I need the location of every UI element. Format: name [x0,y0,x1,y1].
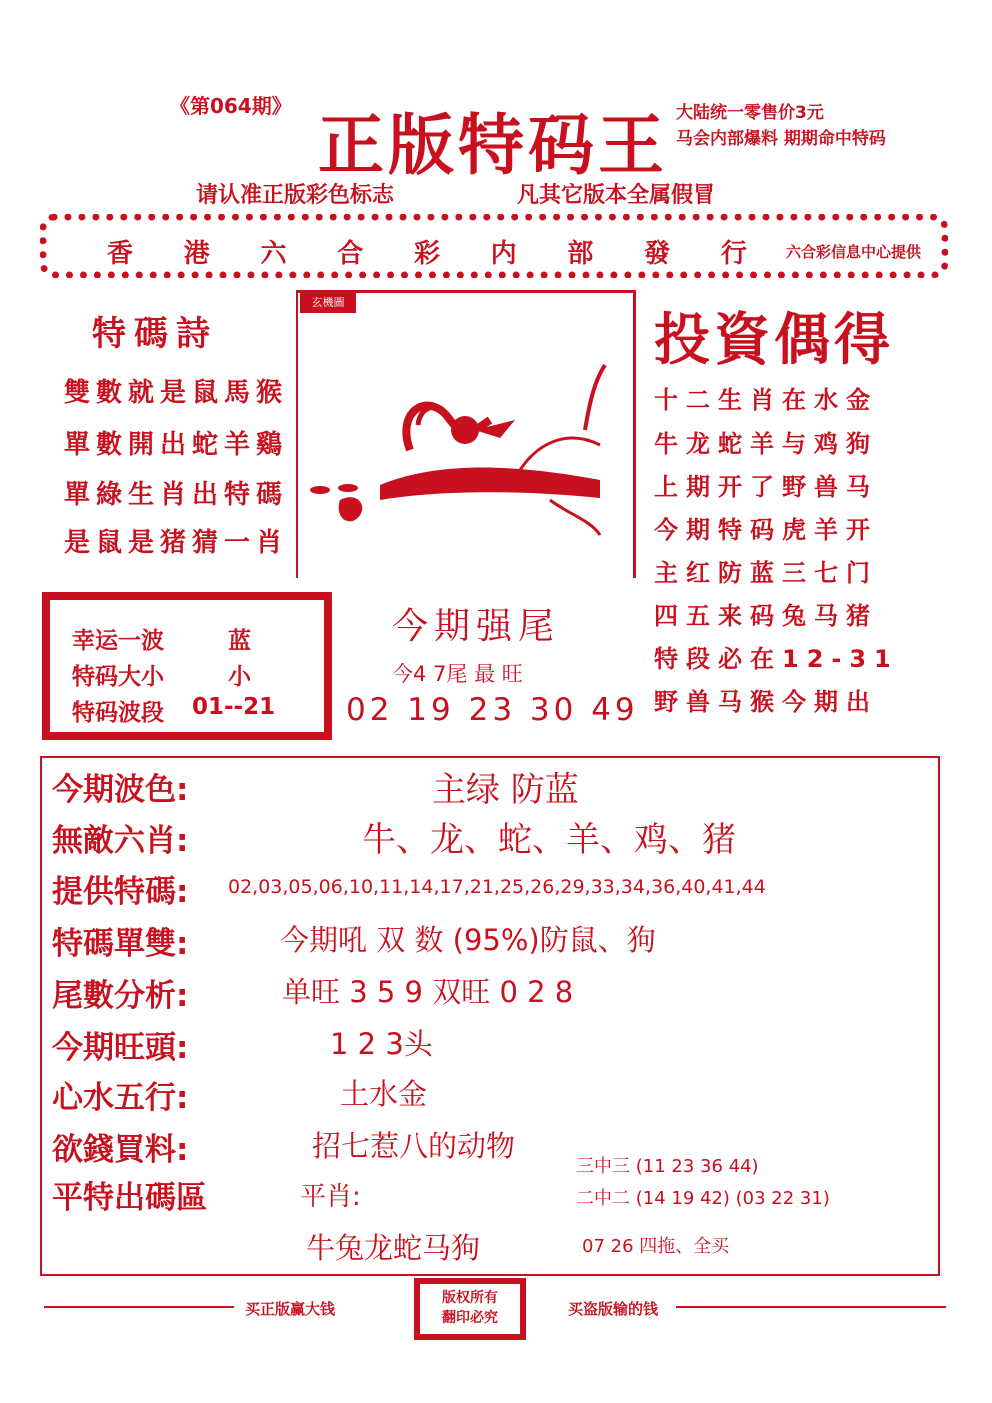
banner-char: 港 [183,239,210,269]
invest-line: 野兽马猴今期出 [654,688,878,716]
wave-label: 今期波色: [52,772,189,808]
odd-even-label: 特碼單雙: [52,926,189,962]
flat-zodiac-value: 牛兔龙蛇马狗 [306,1231,481,1265]
banner-char: 部 [567,239,594,269]
invest-line: 牛龙蛇羊与鸡狗 [654,430,878,458]
tail-analysis-value: 单旺 3 5 9 双旺 0 2 8 [282,975,574,1009]
invest-line: 十二生肖在水金 [654,386,878,414]
invest-line: 特段必在12-31 [654,645,899,673]
lucky-value: 01--21 [192,694,276,720]
banner-provider: 六合彩信息中心提供 [785,243,921,261]
issue-number: 《第064期》 [170,94,292,118]
picture-stamp: 玄機圖 [300,293,356,313]
banner-char: 彩 [413,239,440,269]
tail-subtitle: 今4 7尾 最 旺 [392,662,523,686]
three-of-three: 三中三 (11 23 36 44) [576,1156,759,1177]
flat-code-label: 平特出碼區 [52,1180,207,1216]
footer-right-text: 买盗版输的钱 [568,1300,659,1318]
buy-tip-label: 欲錢買料: [52,1132,189,1168]
poem-line: 是鼠是猪猜一肖 [64,528,289,558]
poem-line: 雙數就是鼠馬猴 [64,378,289,408]
authentic-notice: 请认准正版彩色标志 [196,183,395,208]
head-label: 今期旺頭: [52,1030,189,1066]
four-drag: 07 26 四拖、全买 [582,1236,730,1257]
lucky-value: 蓝 [228,628,251,654]
six-zodiac-value: 牛、龙、蛇、羊、鸡、猪 [362,820,736,860]
element-label: 心水五行: [52,1080,189,1116]
banner-text [107,233,747,270]
copyright-line: 翻印必究 [442,1310,498,1326]
lucky-label: 特码波段 [72,700,164,726]
lucky-label: 幸运一波 [72,628,164,654]
banner-char: 内 [490,239,517,269]
banner-char: 發 [644,239,671,269]
poem-line: 單綠生肖出特碼 [64,480,289,510]
tail-numbers: 02 19 23 30 49 [346,692,639,728]
price-text: 大陆统一零售价3元 [676,103,824,123]
footer-divider [44,1306,234,1308]
element-value: 土水金 [340,1077,428,1111]
page-title: 正版特码王 [318,106,668,184]
inside-info-text: 马会内部爆料 期期命中特码 [676,129,886,149]
footer-left-text: 买正版赢大钱 [245,1300,336,1318]
poem-title: 特碼詩 [92,314,218,354]
special-code-value: 02,03,05,06,10,11,14,17,21,25,26,29,33,34,36,40,41,44 [228,876,766,898]
banner-char: 行 [720,239,747,269]
head-value: 1 2 3头 [330,1027,433,1061]
lucky-label: 特码大小 [72,664,164,690]
invest-line: 上期开了野兽马 [654,473,878,501]
lucky-box [42,592,332,740]
flat-zodiac-label: 平肖: [300,1182,361,1212]
six-zodiac-label: 無敵六肖: [52,823,189,859]
lucky-value: 小 [228,664,251,690]
dragon-illustration [300,350,620,550]
banner-char: 六 [260,239,287,269]
invest-line: 四五来码兔马猪 [654,602,878,630]
odd-even-value: 今期吼 双 数 (95%)防鼠、狗 [280,923,656,957]
special-code-label: 提供特碼: [52,874,189,910]
invest-line: 主红防蓝三七门 [654,559,878,587]
tail-title: 今期强尾 [392,606,561,647]
buy-tip-value: 招七惹八的动物 [312,1129,516,1163]
poem-line: 單數開出蛇羊鷄 [64,430,289,460]
publisher-banner [40,214,948,278]
banner-char: 香 [107,239,134,269]
wave-value: 主绿 防蓝 [432,770,579,810]
footer-divider [676,1306,946,1308]
invest-title: 投資偶得 [654,307,894,373]
tail-analysis-label: 尾數分析: [52,978,189,1014]
banner-char: 合 [337,239,364,269]
fake-notice: 凡其它版本全属假冒 [517,183,716,208]
copyright-line: 版权所有 [442,1290,498,1306]
copyright-box [414,1278,526,1340]
two-of-two: 二中二 (14 19 42) (03 22 31) [576,1188,830,1209]
invest-line: 今期特码虎羊开 [654,516,878,544]
